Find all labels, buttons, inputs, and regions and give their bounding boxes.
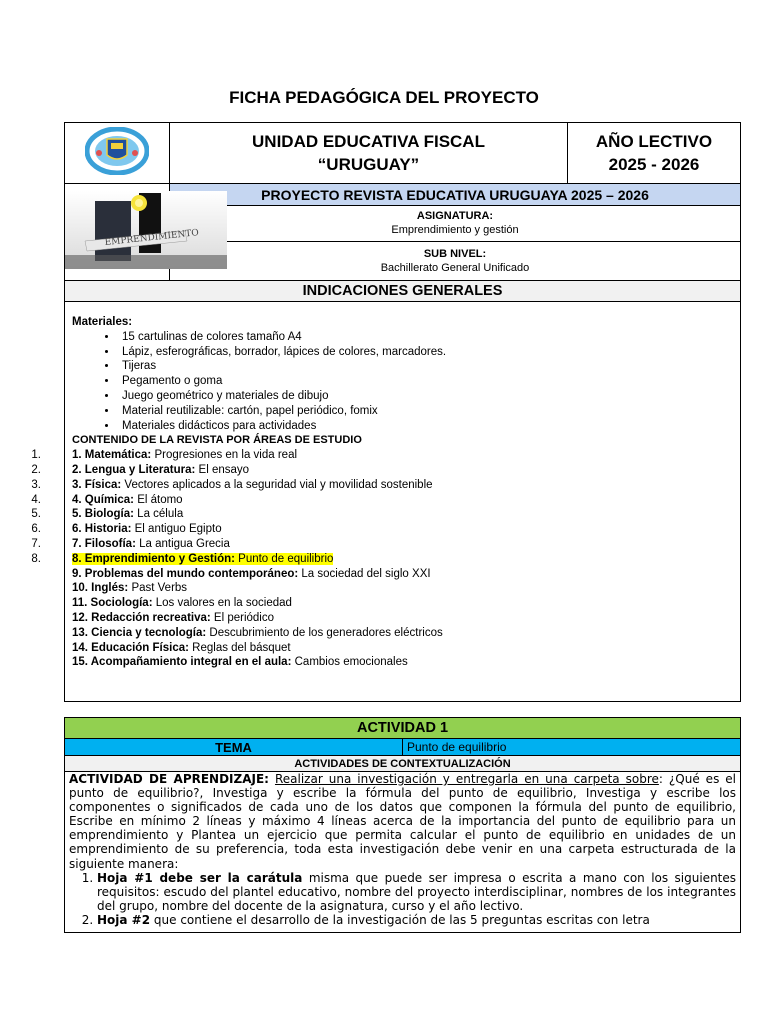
page-title: FICHA PEDAGÓGICA DEL PROYECTO <box>229 88 539 107</box>
year-label: AÑO LECTIVO <box>595 132 713 151</box>
list-item: • Materiales didácticos para actividades <box>118 419 732 434</box>
learning-activity-label: ACTIVIDAD DE APRENDIZAJE: <box>69 772 269 786</box>
list-item: 12. Redacción recreativa: El periódico <box>72 611 275 624</box>
school-logo <box>85 127 149 175</box>
tema-label: TEMA <box>65 739 403 756</box>
learning-activity-underlined: Realizar una investigación y entregarla en una carpeta sobre <box>274 772 659 786</box>
subject-label: ASIGNATURA: <box>416 210 494 223</box>
context-heading: ACTIVIDADES DE CONTEXTUALIZACIÓN <box>65 756 741 772</box>
list-item: 13. Ciencia y tecnología: Descubrimiento de los generadores eléctricos <box>72 626 443 639</box>
level-block <box>170 241 741 280</box>
indications-content <box>31 301 741 702</box>
subject-block <box>170 206 741 241</box>
activity-title: ACTIVIDAD 1 <box>65 718 741 739</box>
subject-value: Emprendimiento y gestión <box>391 224 519 237</box>
list-item: 4. 4. Química: El átomo <box>31 493 183 506</box>
list-item: 2. 2. Lengua y Literatura: El ensayo <box>31 463 250 476</box>
project-name: PROYECTO REVISTA EDUCATIVA URUGUAYA 2025 – 2026 <box>170 184 741 206</box>
year-value: 2025 - 2026 <box>608 155 700 174</box>
list-item: 3. 3. Física: Vectores aplicados a la seguridad vial y movilidad sostenible <box>31 478 433 491</box>
list-item: 14. Educación Física: Reglas del básquet <box>72 641 291 654</box>
list-item: 10. Inglés: Past Verbs <box>72 582 188 595</box>
image-caption: EMPRENDIMIENTO <box>104 227 200 248</box>
school-name-cell <box>170 123 568 184</box>
tema-value: Punto de equilibrio <box>403 739 741 756</box>
materials-list <box>72 330 732 434</box>
entrepreneurship-image <box>65 191 227 269</box>
list-item: 1. 1. Matemática: Progresiones en la vida real <box>31 449 298 462</box>
list-item: • Tijeras <box>118 359 732 374</box>
list-item: 1. Hoja #1 debe ser la carátula misma que puede ser impresa o escrita a mano con los siguientes requisitos: escudo del plantel educativo, nombre del proyecto interdisciplinar, nombres de los integrantes del grupo, nombre del docente de la asignatura, curso y el año lectivo. <box>97 871 736 913</box>
list-item: 5. 5. Biología: La célula <box>31 508 184 521</box>
level-value: Bachillerato General Unificado <box>380 261 530 274</box>
list-item: 15. Acompañamiento integral en el aula: Cambios emocionales <box>72 656 408 669</box>
list-item: • 15 cartulinas de colores tamaño A4 <box>118 330 732 345</box>
school-line1: UNIDAD EDUCATIVA FISCAL <box>252 132 485 151</box>
school-logo-cell <box>65 123 170 184</box>
list-item: • Material reutilizable: cartón, papel periódico, fomix <box>118 404 732 419</box>
materials-label: Materiales: <box>72 316 133 328</box>
activity-table <box>64 717 741 933</box>
list-item: 2. Hoja #2 que contiene el desarrollo de la investigación de las 5 preguntas escritas con letra <box>97 913 736 927</box>
school-year-cell <box>568 123 741 184</box>
general-indications-heading: INDICACIONES GENERALES <box>65 281 741 302</box>
list-item: 7. 7. Filosofía: La antigua Grecia <box>31 537 230 550</box>
level-label: SUB NIVEL: <box>423 247 487 260</box>
areas-heading: CONTENIDO DE LA REVISTA POR ÁREAS DE ESTUDIO <box>72 434 362 447</box>
activity-body <box>65 772 741 933</box>
school-line2: “URUGUAY” <box>317 155 420 174</box>
list-item: • Pegamento o goma <box>118 374 732 389</box>
header-table <box>64 122 741 302</box>
list-item-highlighted: 8. 8. Emprendimiento y Gestión: Punto de equilibrio <box>31 552 334 565</box>
list-item: • Juego geométrico y materiales de dibujo <box>118 389 732 404</box>
list-item: 11. Sociología: Los valores en la sociedad <box>72 597 292 610</box>
learning-activity-text: : ¿Qué es el punto de equilibrio?, Investiga y escribe la fórmula del punto de equilibrio, Investiga y escribe los componentes o significados de cada uno de los datos que componen la fórmula del punto de equilibrio, Escribe en mínimo 2 líneas y máximo 4 líneas acerca de la importancia del punto de equilibrio para un emprendimiento y Plantea un ejercicio que permita calcular el punto de equilibrio en unidades de un emprendimiento de su preferencia, toda esta investigación debe venir en una carpeta estructurada de la siguiente manera: <box>69 772 737 871</box>
list-item: 9. Problemas del mundo contemporáneo: La sociedad del siglo XXI <box>72 567 431 580</box>
areas-list <box>31 448 732 670</box>
list-item: • Lápiz, esferográficas, borrador, lápices de colores, marcadores. <box>118 345 732 360</box>
entrepreneurship-image-cell <box>65 184 200 281</box>
list-item: 6. 6. Historia: El antiguo Egipto <box>31 523 222 536</box>
activity-steps <box>69 871 736 927</box>
